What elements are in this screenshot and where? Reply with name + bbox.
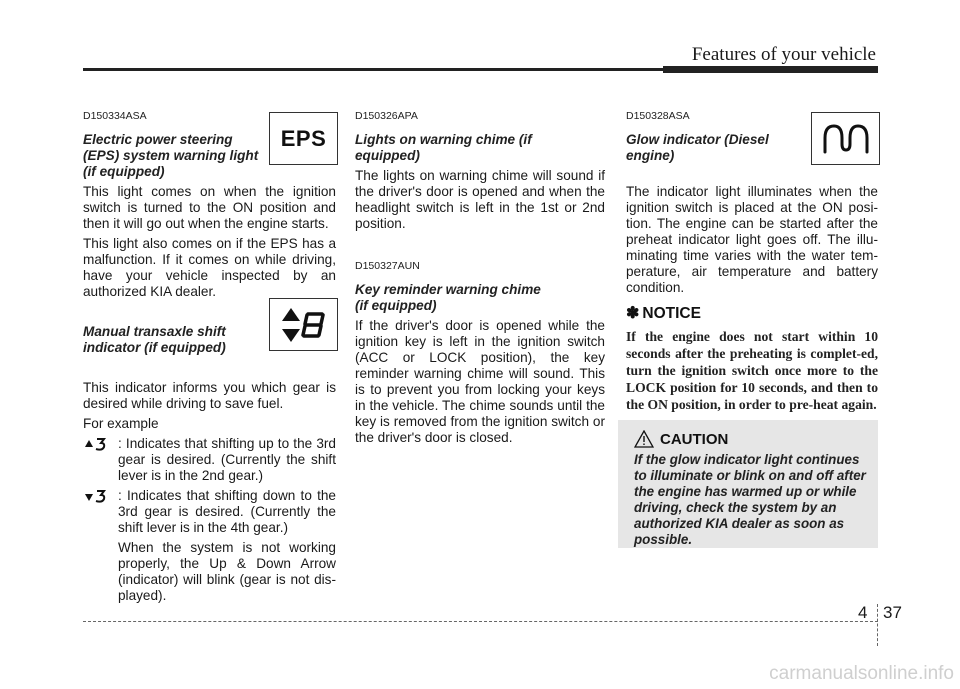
section-title-shift: Manual transaxle shift indicator (if equipped) (83, 324, 226, 355)
column-2 (355, 108, 605, 450)
eps-paragraph-2: This light also comes on if the EPS has a malfunction. If it comes on while driving, have your vehicle inspected by an authorized KIA dealer. (83, 236, 336, 299)
glow-body: The indicator light illuminates when the ignition switch is placed at the ON posi-tion. The engine can be started after the preheat indicator light goes off. The illu-minating time varies with the water tem-perature, air temperature and battery condition. (626, 184, 878, 295)
key-chime-body: If the driver's door is opened while the ignition key is left in the ignition switch (ACC or LOCK position), the key reminder warning chime will sound. This is to prevent you from locking your keys in the vehicle. The chime sounds until the key is removed from the ignition switch or the driver's door is closed. (355, 318, 605, 445)
section-code: D150334ASA (83, 110, 147, 122)
shift-example-down (83, 488, 336, 536)
footer-rule (83, 621, 878, 622)
section-code: D150326APA (355, 110, 418, 122)
shift-intro: This indicator informs you which gear is desired while driving to save fuel. (83, 380, 336, 411)
shift-example-down-text: : Indicates that shifting down to the 3rd gear is desired. (Currently the shift lever is in the 4th gear.) (118, 488, 336, 535)
caution-box (618, 420, 878, 548)
shift-note: When the system is not working properly, the Up & Down Arrow (indicator) will blink (gear is not dis-played). (118, 540, 336, 603)
shift-example-up-text: : Indicates that shifting up to the 3rd gear is desired. (Currently the shift lever is in the 2nd gear.) (118, 436, 336, 483)
footer-divider (877, 604, 878, 646)
section-title-lights-chime: Lights on warning chime (if equipped) (355, 132, 532, 163)
glow-plug-icon (811, 112, 880, 165)
header-rule (83, 68, 878, 71)
section-code: D150328ASA (626, 110, 690, 122)
lights-chime-body: The lights on warning chime will sound if the driver's door is opened and when the headlight switch is left in the 1st or 2nd position. (355, 168, 605, 231)
column-1 (83, 108, 336, 608)
up-arrow-3-icon (83, 436, 115, 452)
caution-body: If the glow indicator light continues to illuminate or blink on and off after the engine has warmed up or while driving, check the system by an authorized KIA dealer as soon as possible. (634, 452, 866, 547)
warning-triangle-icon (634, 430, 654, 448)
caution-title: CAUTION (660, 430, 729, 448)
eps-icon-text: EPS (280, 125, 327, 151)
notice-heading (626, 306, 878, 322)
eps-paragraph-1: This light comes on when the ignition switch is turned to the ON position and then it will go out when the engine starts. (83, 184, 336, 231)
page-number: 37 (883, 603, 902, 622)
down-arrow-3-icon (83, 488, 115, 504)
watermark: carmanualsonline.info (769, 663, 954, 684)
section-title-key-chime: Key reminder warning chime (if equipped) (355, 282, 541, 313)
notice-mark-icon: ✽ (626, 305, 640, 322)
shift-example-up (83, 436, 336, 484)
eps-warning-icon (269, 112, 338, 165)
notice-body: If the engine does not start within 10 seconds after the preheating is complet-ed, turn the ignition switch once more to the LOCK position for 10 seconds, and then to the ON position, in order to pre-heat again. (626, 329, 878, 412)
caution-heading (634, 430, 728, 448)
shift-indicator-icon (269, 298, 338, 351)
shift-example-label: For example (83, 416, 159, 431)
section-title-glow: Glow indicator (Diesel engine) (626, 132, 769, 163)
chapter-number: 4 (858, 603, 868, 622)
notice-title: NOTICE (642, 305, 701, 322)
header-title: Features of your vehicle (691, 44, 876, 65)
section-code: D150327AUN (355, 260, 420, 272)
section-title-eps: Electric power steering (EPS) system warning light (if equipped) (83, 132, 259, 179)
